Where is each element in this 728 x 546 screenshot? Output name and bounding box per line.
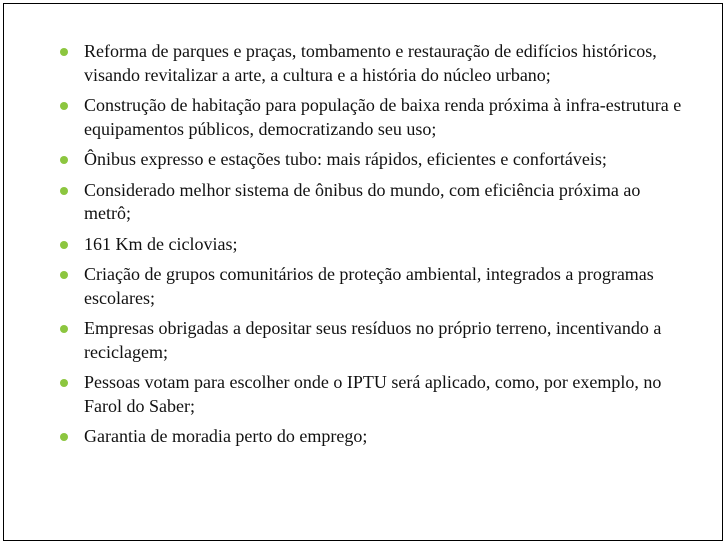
bullet-icon bbox=[60, 241, 68, 249]
bullet-text: Ônibus expresso e estações tubo: mais rápidos, eficientes e confortáveis; bbox=[84, 149, 607, 169]
list-item bbox=[52, 317, 682, 364]
bullet-text: Considerado melhor sistema de ônibus do mundo, com eficiência próxima ao metrô; bbox=[84, 179, 641, 223]
bullet-text: 161 Km de ciclovias; bbox=[84, 233, 238, 254]
bullet-icon bbox=[60, 379, 68, 387]
list-item bbox=[52, 148, 682, 172]
slide bbox=[3, 3, 723, 541]
bullet-icon bbox=[60, 48, 68, 56]
list-item bbox=[52, 263, 682, 310]
bullet-text: Garantia de moradia perto do emprego; bbox=[84, 426, 368, 446]
bullet-icon bbox=[60, 187, 68, 195]
list-item bbox=[52, 40, 682, 87]
bullet-text: Empresas obrigadas a depositar seus resíduos no próprio terreno, incentivando a reciclagem; bbox=[84, 318, 662, 362]
list-item bbox=[52, 94, 682, 141]
list-item bbox=[52, 233, 682, 257]
bullet-text: Pessoas votam para escolher onde o IPTU será aplicado, como, por exemplo, no Farol do Saber; bbox=[84, 372, 662, 416]
list-item bbox=[52, 371, 682, 418]
bullet-text: Reforma de parques e praças, tombamento e restauração de edifícios históricos, visando revitalizar a arte, a cultura e a história do núcleo urbano; bbox=[84, 41, 657, 85]
list-item bbox=[52, 425, 682, 449]
bullet-icon bbox=[60, 433, 68, 441]
bullet-icon bbox=[60, 156, 68, 164]
bullet-icon bbox=[60, 102, 68, 110]
bullet-text: Criação de grupos comunitários de proteção ambiental, integrados a programas escolares; bbox=[84, 264, 654, 308]
bullet-icon bbox=[60, 325, 68, 333]
bullet-list bbox=[52, 40, 682, 456]
bullet-icon bbox=[60, 271, 68, 279]
list-item bbox=[52, 179, 682, 226]
bullet-text: Construção de habitação para população de baixa renda próxima à infra-estrutura e equipamentos públicos, democratizando seu uso; bbox=[84, 95, 682, 139]
